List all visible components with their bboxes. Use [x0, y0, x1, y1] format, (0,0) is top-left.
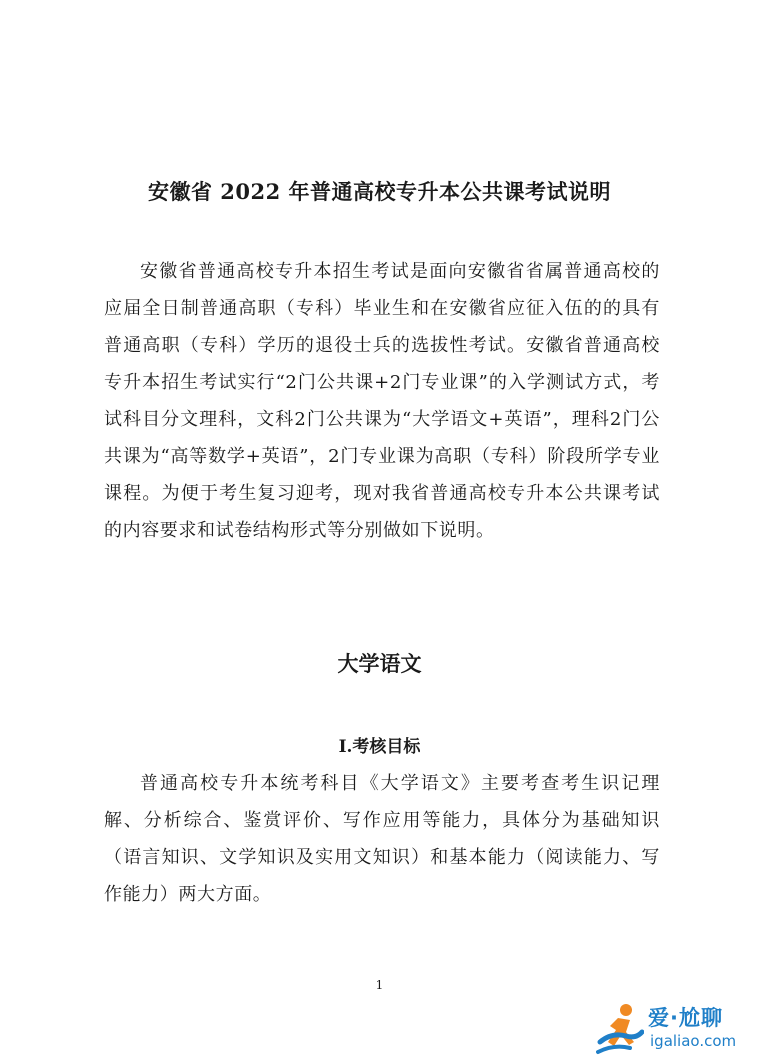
subsection-title: I.考核目标 [338, 737, 421, 757]
watermark [596, 1000, 756, 1058]
page-number: 1 [375, 978, 384, 992]
document-title: 安徽省 2022 年普通高校专升本公共课考试说明 [147, 179, 612, 204]
goal-paragraph: 普通高校专升本统考科目《大学语文》主要考查考生识记理解、分析综合、鉴赏评价、写作应用等能力，具体分为基础知识（语言知识、文学知识及实用文知识）和基本能力（阅读能力、写作能力）两大方面。 [104, 773, 660, 905]
runner-logo-icon [596, 1002, 644, 1056]
watermark-brand: 爱·尬聊 [648, 1006, 723, 1030]
section-title: 大学语文 [337, 651, 422, 676]
intro-paragraph: 安徽省普通高校专升本招生考试是面向安徽省省属普通高校的应届全日制普通高职（专科）毕业生和在安徽省应征入伍的的具有普通高职（专科）学历的退役士兵的选拔性考试。安徽省普通高校专升本招生考试实行“2门公共课+2门专业课”的入学测试方式，考试科目分文理科，文科2门公共课为“大学语文+英语”，理科2门公共课为“高等数学+英语”，2门专业课为高职（专科）阶段所学专业课程。为便于考生复习迎考，现对我省普通高校专升本公共课考试的内容要求和试卷结构形式等分别做如下说明。 [104, 261, 660, 541]
watermark-url: igaliao.com [650, 1032, 737, 1050]
